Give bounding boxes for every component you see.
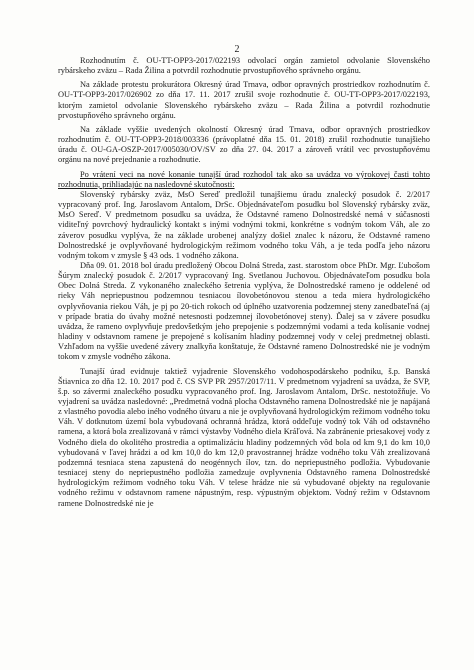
paragraph-5: Slovenský rybársky zväz, MsO Sereď predložil tunajšiemu úradu znalecký posudok č. 2/2017 vypracovaný prof. Ing. Jaroslavom Antalom, DrSc. Objednávateľom posudku bol Slovenský rybársky zväz, MsO Sereď. V predmetnom posudku sa uvádza, že Odstavné rameno Dolnostredské nemá v súčasnosti viditeľný povrchový hydraulický kontakt s inými vodnými tokmi, konkrétne s vodným tokom Váh, ale zo záverov posudku vyplýva, že na základe urobenej analýzy došiel znalec k názoru, že Odstavné rameno Dolnostredské je ovplyvňované hydrologickým režimom vodného toku Váh, a je teda podľa jeho názoru vodným tokom v zmysle § 43 ods. 1 vodného zákona. [58, 189, 430, 260]
paragraph-7: Tunajší úrad evidnuje taktiež vyjadrenie Slovenského vodohospodárskeho podniku, š.p. Banská Štiavnica zo dňa 12. 10. 2017 pod č. CS SVP PR 2957/2017/11. V predmetnom vyjadrení sa uvádza, že SVP, š.p. so závermi znaleckého posudku vypracovaného prof. Ing. Jaroslavom Antalom, DrSc. nestotožňuje. Vo vyjadrení sa uvádza nasledovné: „Predmetná vodná plocha Odstavného ramena Dolnostredské nie je napájaná z vlastného povodia alebo iného vodného útvaru a nie je ovplyvňovaná hydrologickým režimom vodného toku Váh. V dotknutom území bola vybudovaná ochranná hrádza, ktorá oddeľuje vodný tok Váh od odstavného ramena, a ktorá bola zrealizovaná v rámci výstavby Vodného diela Kráľová. Na zabránenie priesakovej vody z Vodného diela do okolitého prostredia a optimalizáciu hladiny podzemných vôd bola od km 9,1 do km 10,0 vybudovaná v ľavej hrádzi a od km 10,0 do km 12,0 pravostrannej hrádze vodného toku Váh zrealizovaná podzemná tesniaca stena zapustená do neogénnych ílov, tzn. do nepriepustného podložia. Vybudovanie tesniacej steny do nepriepustného podložia zamedzuje ovplyvnenia Odstavného ramena Dolnostredské hydrologickým režimom vodného toku Váh. V telese hrádze nie sú vybudované objekty na regulovanie vodného režimu v odstavnom ramene nápustným, resp. výpustným objektom. Vodný režim v Odstavnom ramene Dolnostredské nie je [58, 366, 430, 508]
paragraph-6: Dňa 09. 01. 2018 bol úradu predložený Obcou Dolná Streda, zast. starostom obce PhDr. Mgr. Ľubošom Šúrym znalecký posudok č. 2/2017 vypracovaný Ing. Svetlanou Juchovou. Objednávateľom posudku bola Obec Dolná Streda. Z vykonaného znaleckého šetrenia vyplýva, že Dolnostredské rameno je oddelené od rieky Váh nepriepustnou podzemnou tesniacou ílovobetónovou stenou a teda miera hydrologického ovplyvňovania riekou Váh, je pj po 20-tich rokoch od úplného uzatvorenia podzemnej steny zanedbateľná (aj v prípade bratia do úvahy možné netesnosti podzemnej ílovobetónovej steny). Ďalej sa v závere posudku uvádza, že rameno ovplyvňuje predovšetkým jeho prepojenie s podzemnými vodami a teda kolísanie vodnej hladiny v odstavnom ramene je prepojené s kolísaním hladiny podzemnej vody v celej predmetnej oblasti. Vzhľadom na vyššie uvedené závery znalkyňa konštatuje, že Odstavné rameno Dolnostredské nie je vodným tokom v zmysle vodného zákona. [58, 260, 430, 362]
paragraph-1: Rozhodnutím č. OU-TT-OPP3-2017/022193 odvolací orgán zamietol odvolanie Slovenského rybárskeho zväzu – Rada Žilina a potvrdil rozhodnutie prvostupňového správneho orgánu. [58, 56, 430, 76]
paragraph-4-heading: Po vrátení veci na nové konanie tunajší úrad rozhodol tak ako sa uvádza vo výrokovej časti tohto rozhodnutia, prihliadajúc na nasledovné skutočnosti: [58, 169, 430, 189]
page-number: 2 [234, 44, 240, 55]
paragraph-3: Na základe vyššie uvedených okolností Okresný úrad Trnava, odbor opravných prostriedkov rozhodnutím č. OU-TT-OPP3-2018/003336 (právoplatné dňa 15. 01. 2018) zrušil rozhodnutie tunajšieho úradu č. OU-GA-OSZP-2017/005030/OV/SV zo dňa 27. 04. 2017 a zároveň vrátil vec prvostupňovému orgánu na nové prejednanie a rozhodnutie. [58, 124, 430, 165]
document-body [58, 56, 430, 509]
paragraph-2: Na základe protestu prokurátora Okresný úrad Trnava, odbor opravných prostriedkov rozhodnutím č. OU-TT-OPP3-2017/026902 zo dňa 17. 11. 2017 zrušil svoje rozhodnutie č. OU-TT-OPP3-2017/022193, ktorým zamietol odvolanie Slovenského rybárskeho zväzu – Rada Žilina a potvrdil rozhodnutie prvostupňového správneho orgánu. [58, 80, 430, 120]
